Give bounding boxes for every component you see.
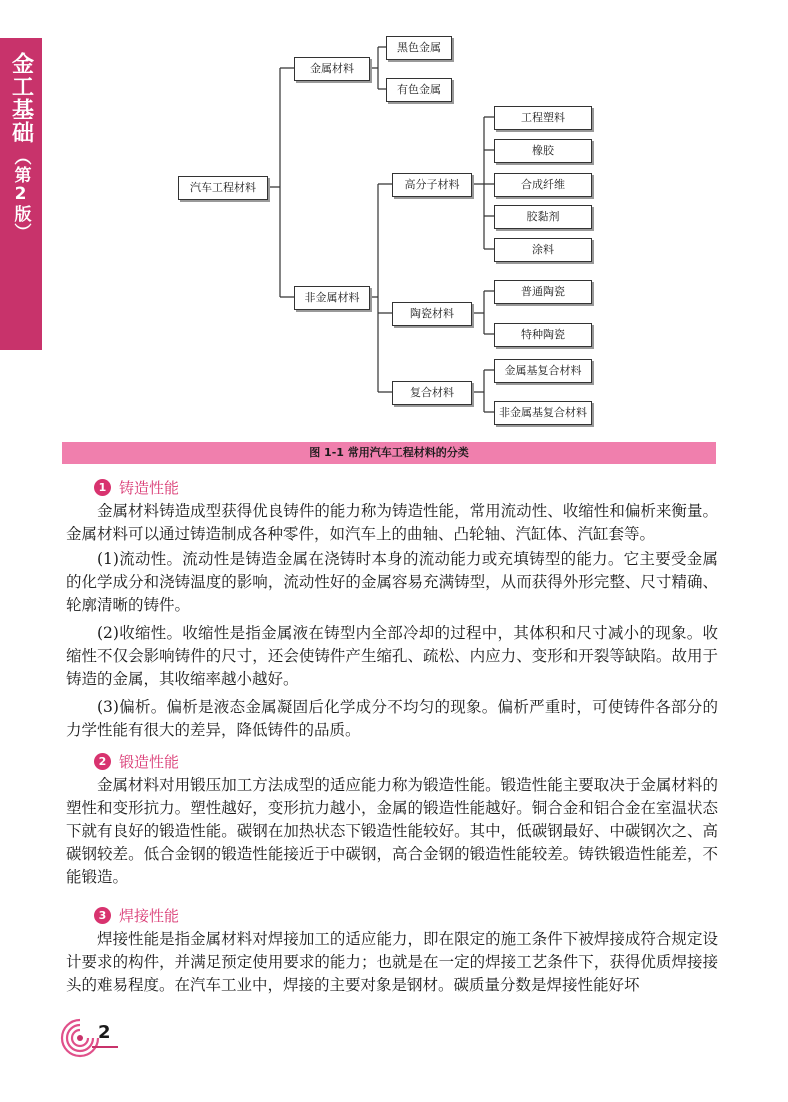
node-nonferrous: 有色金属 bbox=[386, 78, 452, 102]
page-number-rule bbox=[92, 1046, 118, 1048]
diagram-connectors bbox=[0, 0, 788, 440]
paragraph: (3)偏析。偏析是液态金属凝固后化学成分不均匀的现象。偏析严重时，可使铸件各部分的力学性能有很大的差异，降低铸件的品质。 bbox=[66, 698, 718, 739]
node-plastic: 工程塑料 bbox=[494, 106, 592, 130]
book-edition: （第2版） bbox=[10, 148, 31, 241]
paragraph: (1)流动性。流动性是铸造金属在浇铸时本身的流动能力或充填铸型的能力。它主要受金属的化学成分和浇铸温度的影响，流动性好的金属容易充满铸型，从而获得外形完整、尺寸精确、轮廓清晰的铸件。 bbox=[66, 550, 718, 614]
node-fiber: 合成纤维 bbox=[494, 173, 592, 197]
section-heading-welding bbox=[94, 904, 179, 926]
node-ferrous: 黑色金属 bbox=[386, 36, 452, 60]
node-adhesive: 胶黏剂 bbox=[494, 205, 592, 229]
section-title: 锻造性能 bbox=[119, 752, 180, 771]
section-title: 铸造性能 bbox=[119, 478, 180, 497]
paragraph: 焊接性能是指金属材料对焊接加工的适应能力，即在限定的施工条件下被焊接成符合规定设计要求的构件，并满足预定使用要求的能力；也就是在一定的焊接工艺条件下，获得优质焊接接头的难易程度。在汽车工业中，焊接的主要对象是钢材。碳质量分数是焊接性能好坏 bbox=[66, 930, 718, 994]
node-composite: 复合材料 bbox=[392, 381, 472, 405]
node-ordinary-ceramic: 普通陶瓷 bbox=[494, 280, 592, 304]
paragraph: 金属材料铸造成型获得优良铸件的能力称为铸造性能，常用流动性、收缩性和偏析来衡量。金属材料可以通过铸造制成各种零件，如汽车上的曲轴、凸轮轴、汽缸体、汽缸套等。 bbox=[66, 502, 718, 543]
node-metal: 金属材料 bbox=[294, 57, 370, 81]
section-number-badge: 2 bbox=[94, 753, 111, 770]
page-number: 2 bbox=[98, 1022, 111, 1043]
section-heading-casting bbox=[94, 476, 179, 498]
node-ceramic: 陶瓷材料 bbox=[392, 302, 472, 326]
section-heading-forging bbox=[94, 750, 179, 772]
paragraph: 金属材料对用锻压加工方法成型的适应能力称为锻造性能。锻造性能主要取决于金属材料的塑性和变形抗力。塑性越好，变形抗力越小，金属的锻造性能越好。铜合金和铝合金在室温状态下就有良好的锻造性能。碳钢在加热状态下锻造性能较好。其中，低碳钢最好、中碳钢次之、高碳钢较差。低合金钢的锻造性能接近于中碳钢，高合金钢的锻造性能较差。铸铁锻造性能差，不能锻造。 bbox=[66, 776, 718, 886]
node-coating: 涂料 bbox=[494, 238, 592, 262]
paragraph: (2)收缩性。收缩性是指金属液在铸型内全部冷却的过程中，其体积和尺寸减小的现象。收缩性不仅会影响铸件的尺寸，还会使铸件产生缩孔、疏松、内应力、变形和开裂等缺陷。故用于铸造的金属，其收缩率越小越好。 bbox=[66, 624, 718, 688]
section-title: 焊接性能 bbox=[119, 906, 180, 925]
node-metal-matrix: 金属基复合材料 bbox=[494, 359, 592, 383]
node-polymer: 高分子材料 bbox=[392, 173, 472, 197]
material-classification-diagram bbox=[0, 0, 788, 440]
page-ornament-icon bbox=[58, 1016, 102, 1060]
section-number-badge: 1 bbox=[94, 479, 111, 496]
node-nonmetal: 非金属材料 bbox=[294, 286, 370, 310]
node-nonmetal-matrix: 非金属基复合材料 bbox=[494, 401, 592, 425]
node-rubber: 橡胶 bbox=[494, 139, 592, 163]
figure-caption: 图 1-1 常用汽车工程材料的分类 bbox=[62, 442, 716, 464]
node-root: 汽车工程材料 bbox=[178, 176, 268, 200]
section-number-badge: 3 bbox=[94, 907, 111, 924]
book-title-text: 金工基础 bbox=[8, 52, 34, 144]
node-special-ceramic: 特种陶瓷 bbox=[494, 323, 592, 347]
